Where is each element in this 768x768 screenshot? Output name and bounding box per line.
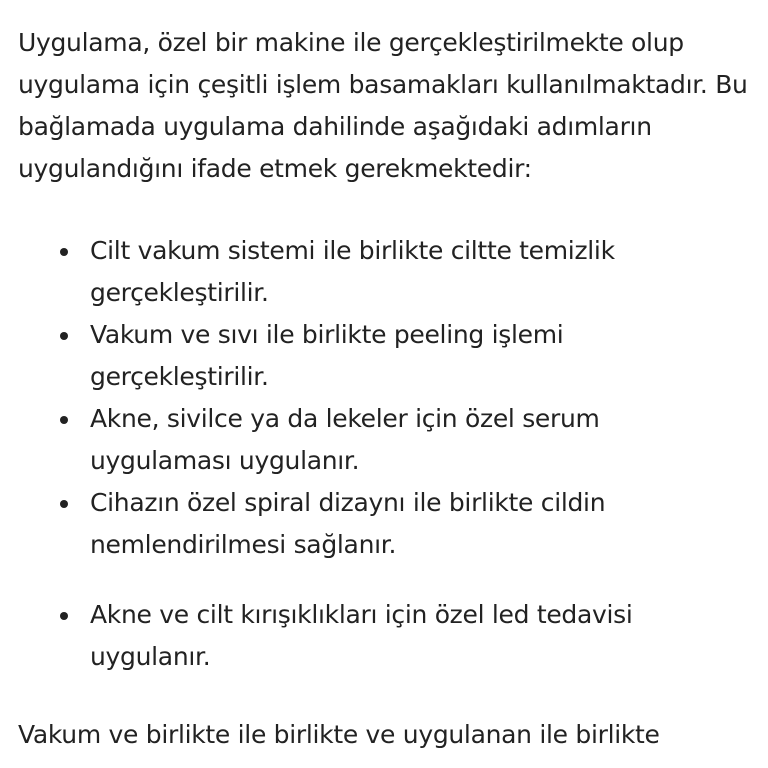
list-item — [18, 230, 748, 314]
list-item — [18, 398, 748, 482]
list-item — [18, 482, 748, 566]
list-item — [18, 594, 748, 678]
bullet-dot-icon — [60, 500, 68, 508]
list-item — [18, 314, 748, 398]
list-item-text: Akne ve cilt kırışıklıkları için özel led tedavisi uygulanır. — [90, 600, 633, 671]
intro-paragraph: Uygulama, özel bir makine ile gerçekleştirilmekte olup uygulama için çeşitli işlem basamakları kullanılmaktadır. Bu bağlamada uygulama dahilinde aşağıdaki adımların uygulandığını ifade etmek gerekmektedir: — [18, 28, 748, 183]
list-item-text: Cilt vakum sistemi ile birlikte ciltte temizlik gerçekleştirilir. — [90, 236, 615, 307]
next-paragraph-partial: Vakum ve birlikte ile birlikte ve uygulanan ile birlikte — [18, 720, 660, 749]
bullet-dot-icon — [60, 248, 68, 256]
bullet-dot-icon — [60, 332, 68, 340]
list-item-text: Akne, sivilce ya da lekeler için özel serum uygulaması uygulanır. — [90, 404, 600, 475]
list-item-text: Cihazın özel spiral dizaynı ile birlikte cildin nemlendirilmesi sağlanır. — [90, 488, 606, 559]
article-content — [18, 22, 748, 756]
bullet-dot-icon — [60, 416, 68, 424]
bullet-dot-icon — [60, 612, 68, 620]
list-item-text: Vakum ve sıvı ile birlikte peeling işlemi gerçekleştirilir. — [90, 320, 564, 391]
steps-list — [18, 230, 748, 678]
